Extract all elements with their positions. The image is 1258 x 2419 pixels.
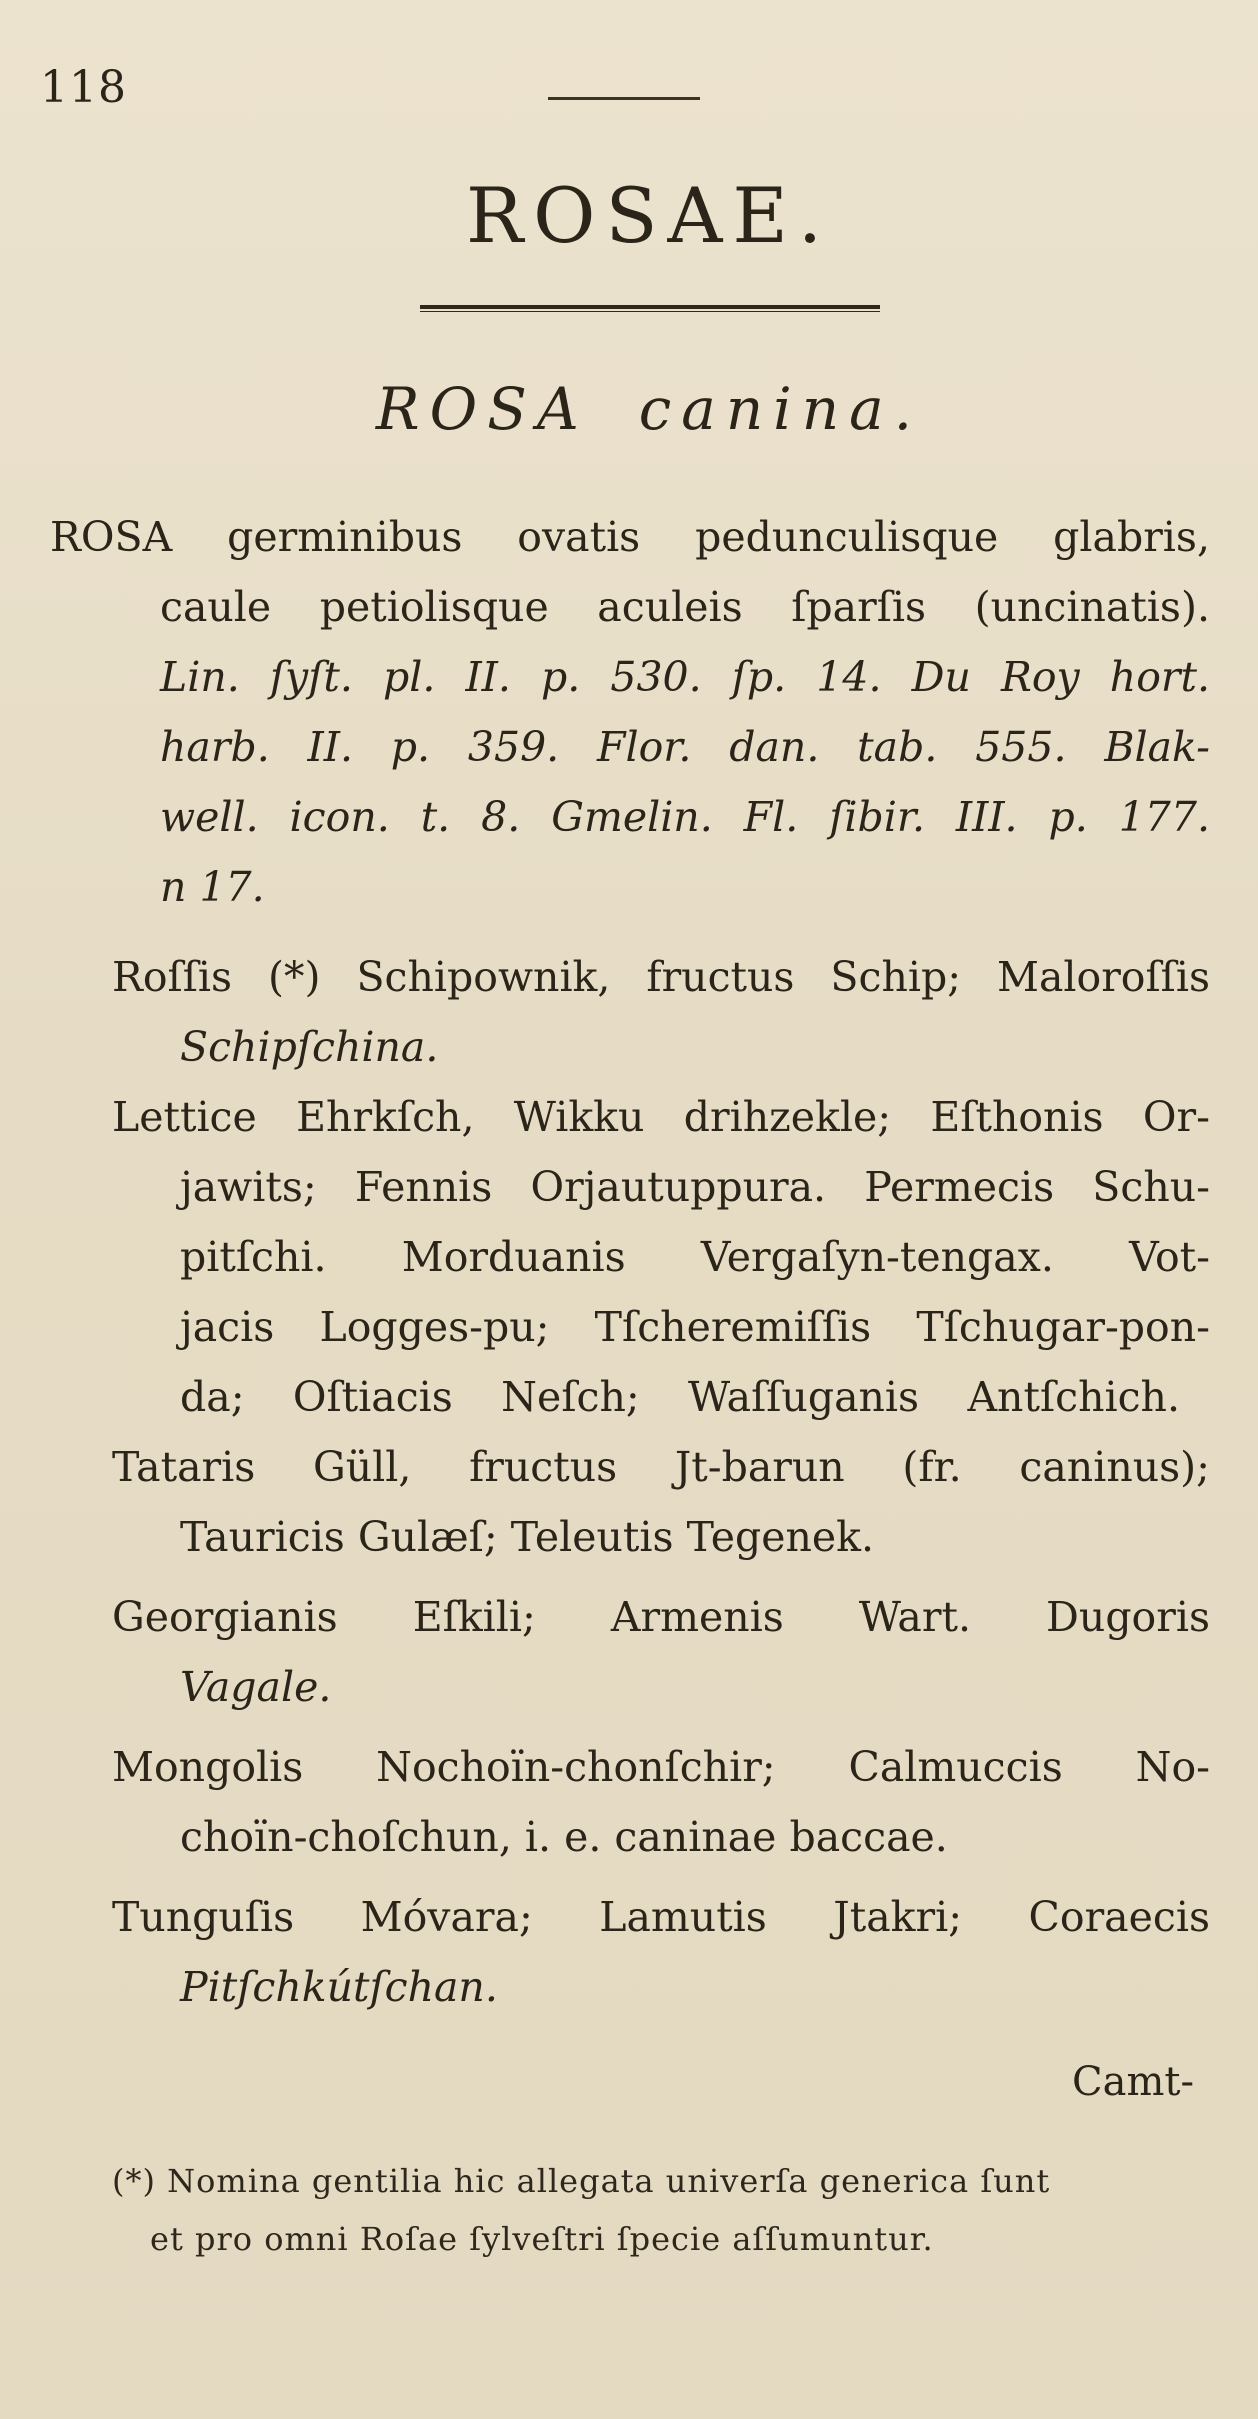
species-heading	[20, 375, 1258, 443]
names-line: da; Oſtiacis Neſch; Waſſuganis Antſchich.	[180, 1373, 1180, 1421]
description-line: well. icon. t. 8. Gmelin. Fl. ſibir. III. p. 177.	[160, 793, 1210, 841]
names-line: pitſchi. Morduanis Vergaſyn-tengax. Vot-	[180, 1233, 1210, 1281]
names-line: Lettice Ehrkſch, Wikku drihzekle; Eſthonis Or-	[112, 1093, 1210, 1141]
description-line: ROSA germinibus ovatis pedunculisque glabris,	[50, 513, 1210, 561]
title-double-rule	[420, 305, 880, 312]
description-line: Lin. ſyſt. pl. II. p. 530. ſp. 14. Du Roy hort.	[160, 653, 1210, 701]
names-line: Tataris Güll, fructus Jt-barun (fr. caninus);	[112, 1443, 1210, 1491]
species-epithet: canina.	[638, 375, 923, 443]
names-line: choïn-choſchun, i. e. caninae baccae.	[180, 1813, 948, 1861]
footnote-line: et pro omni Roſae ſylveſtri ſpecie aſſumuntur.	[150, 2220, 934, 2258]
names-line: Pitſchkútſchan.	[180, 1963, 498, 2011]
header-rule	[548, 97, 700, 100]
description-line: n 17.	[160, 863, 265, 911]
page-number: 118	[40, 62, 127, 113]
names-line: jacis Logges-pu; Tſcheremiſſis Tſchugar-pon-	[180, 1303, 1210, 1351]
names-line: Tauricis Gulæſ; Teleutis Tegenek.	[180, 1513, 875, 1561]
description-line: harb. II. p. 359. Flor. dan. tab. 555. Blak-	[160, 723, 1210, 771]
names-line: Georgianis Eſkili; Armenis Wart. Dugoris	[112, 1593, 1210, 1641]
footnote-line: (*) Nomina gentilia hic allegata univerſa generica ſunt	[112, 2162, 1051, 2200]
names-line: Roſſis (*) Schipownik, fructus Schip; Maloroſſis	[112, 953, 1210, 1001]
section-title: ROSAE.	[465, 171, 833, 260]
names-line: Mongolis Nochoïn-chonſchir; Calmuccis No-	[112, 1743, 1210, 1791]
species-genus: ROSA	[375, 375, 589, 443]
names-line: Schipſchina.	[180, 1023, 439, 1071]
catchword: Camt-	[1072, 2059, 1194, 2105]
names-line: jawits; Fennis Orjautuppura. Permecis Schu-	[180, 1163, 1210, 1211]
names-line: Vagale.	[180, 1663, 332, 1711]
names-line: Tunguſis Móvara; Lamutis Jtakri; Coraecis	[112, 1893, 1210, 1941]
description-line: caule petiolisque aculeis ſparſis (uncinatis).	[160, 583, 1210, 631]
